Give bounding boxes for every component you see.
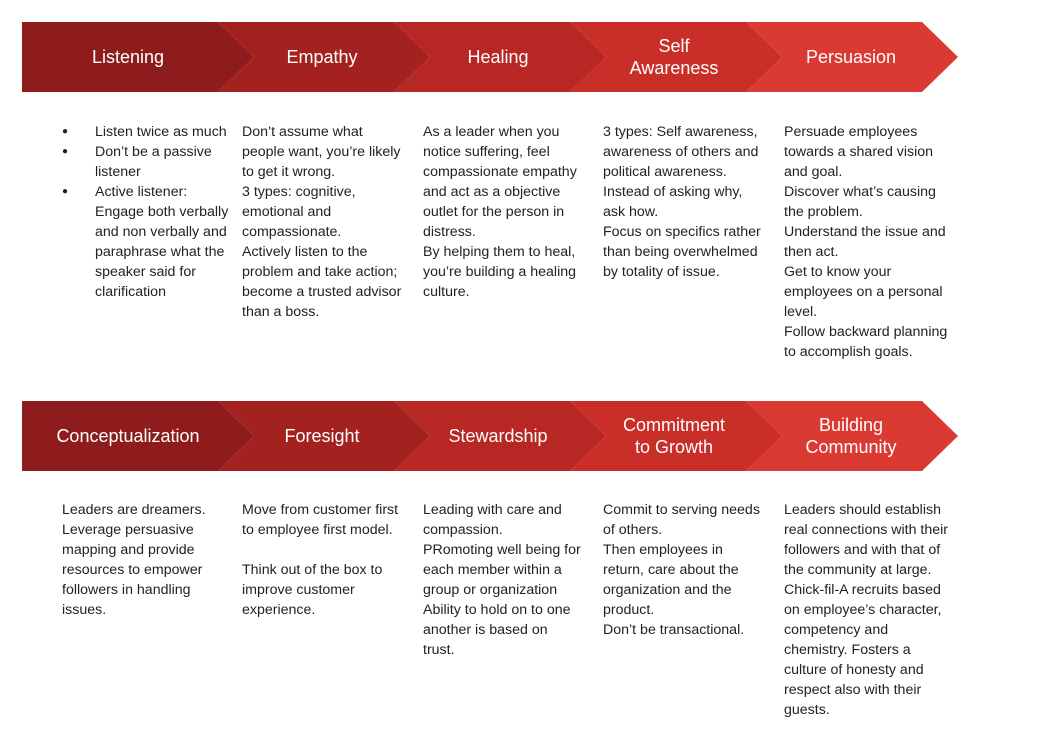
step-label: Conceptualization: [56, 426, 200, 446]
row1-step-empathy: [236, 22, 408, 92]
desc-persuasion: Persuade employees towards a shared vision and goal. Discover what’s causing the problem. Understand the issue and then act. Get to know your employees on a personal level. Follow backward planning to accomplish goals.: [784, 124, 948, 360]
row1-step-listening: [22, 22, 234, 92]
listening-bullet: ● Listen twice as much: [62, 122, 232, 142]
step-label: Self Awareness: [629, 36, 719, 78]
step-label: Stewardship: [448, 426, 548, 446]
desc-conceptualization: Leaders are dreamers. Leverage persuasive mapping and provide resources to empower followers in handling issues.: [62, 502, 206, 618]
listening-bullets: [62, 122, 232, 302]
row2-step-foresight: [236, 401, 408, 471]
step-label: Commitment to Growth: [622, 415, 725, 457]
row2-step-commitment-to-growth: [588, 401, 760, 471]
desc-foresight: Move from customer first to employee first model. Think out of the box to improve customer experience.: [242, 502, 399, 618]
desc-building-community: Leaders should establish real connections with their followers and with that of the community at large. Chick-fil-A recruits based on employee’s character, competency and chemistry. Fosters a culture of honesty and respect also with their guests.: [784, 502, 949, 718]
listening-bullet: ● Active listener: Engage both verbally and non verbally and paraphrase what the speaker said for clarification: [62, 182, 232, 302]
row2-step-conceptualization: [22, 401, 234, 471]
desc-stewardship: Leading with care and compassion. PRomoting well being for each member within a group or organization Ability to hold on to one another is based on trust.: [423, 502, 581, 658]
row1-step-self-awareness: [588, 22, 760, 92]
step-label: Building Community: [805, 415, 897, 457]
desc-commitment: Commit to serving needs of others. Then employees in return, care about the organization and the product. Don’t be transactional.: [603, 502, 760, 638]
step-label: Empathy: [286, 47, 358, 67]
row1-step-persuasion: [764, 22, 938, 92]
step-label: Foresight: [284, 426, 360, 446]
desc-empathy: Don’t assume what people want, you’re likely to get it wrong. 3 types: cognitive, emotional and compassionate. Actively listen to the problem and take action; become a trusted advisor than a boss.: [242, 124, 402, 320]
row1-step-healing: [412, 22, 584, 92]
desc-self-awareness: 3 types: Self awareness, awareness of others and political awareness. Instead of asking why, ask how. Focus on specifics rather than being overwhelmed by totality of issue.: [603, 124, 761, 280]
listening-bullet: ● Don’t be a passive listener: [62, 142, 232, 182]
row2-step-stewardship: [412, 401, 584, 471]
desc-healing: As a leader when you notice suffering, feel compassionate empathy and act as a objective outlet for the person in distress. By helping them to heal, you’re building a healing culture.: [423, 124, 577, 300]
step-label: Persuasion: [805, 47, 897, 67]
step-label: Listening: [91, 47, 165, 67]
step-label: Healing: [467, 47, 529, 67]
row2-step-building-community: [764, 401, 938, 471]
desc-listening: [62, 122, 232, 302]
